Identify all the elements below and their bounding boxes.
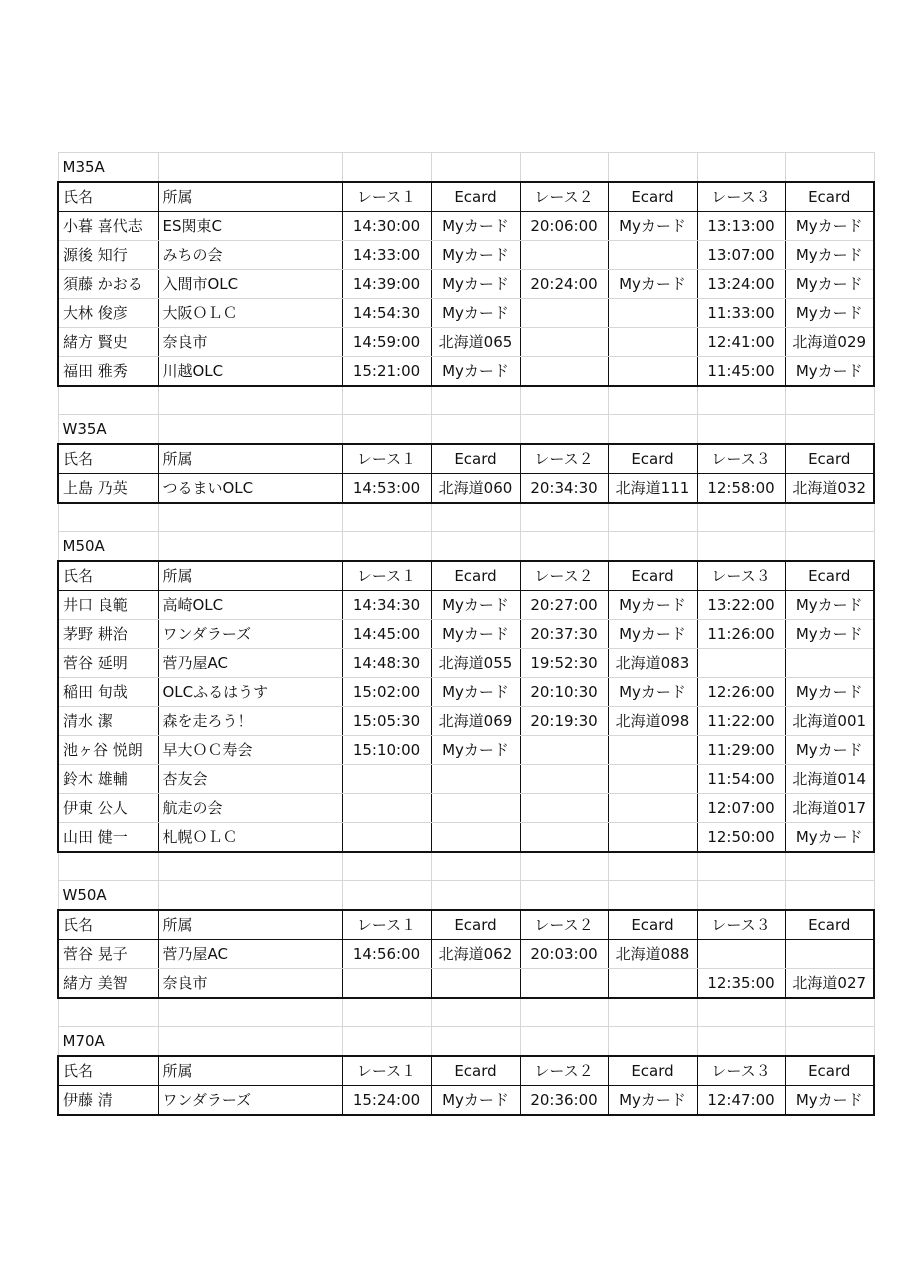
empty-cell bbox=[785, 415, 874, 445]
race1-time-cell: 14:30:00 bbox=[342, 212, 431, 241]
name-cell: 緒方 美智 bbox=[58, 969, 158, 999]
header-club: 所属 bbox=[158, 561, 342, 591]
race3-time-cell: 12:07:00 bbox=[697, 794, 785, 823]
empty-cell bbox=[520, 852, 608, 881]
header-race3-ecard: Ecard bbox=[785, 182, 874, 212]
race3-ecard-cell: Myカード bbox=[785, 736, 874, 765]
empty-cell bbox=[342, 415, 431, 445]
race3-ecard-cell: Myカード bbox=[785, 270, 874, 299]
table-row bbox=[58, 649, 874, 678]
empty-cell bbox=[342, 1027, 431, 1057]
category-row bbox=[58, 532, 874, 562]
header-club: 所属 bbox=[158, 1056, 342, 1086]
race3-time-cell: 12:47:00 bbox=[697, 1086, 785, 1116]
empty-cell bbox=[431, 153, 520, 183]
club-cell: 航走の会 bbox=[158, 794, 342, 823]
race3-time-cell: 11:26:00 bbox=[697, 620, 785, 649]
header-name: 氏名 bbox=[58, 561, 158, 591]
race1-ecard-cell: 北海道065 bbox=[431, 328, 520, 357]
empty-cell bbox=[158, 503, 342, 532]
empty-cell bbox=[697, 153, 785, 183]
header-race1-time: レース１ bbox=[342, 910, 431, 940]
race3-ecard-cell: Myカード bbox=[785, 357, 874, 387]
category-label: M50A bbox=[58, 532, 158, 562]
header-race1-time: レース１ bbox=[342, 561, 431, 591]
empty-cell bbox=[785, 852, 874, 881]
race2-time-cell: 20:03:00 bbox=[520, 940, 608, 969]
race3-ecard-cell: 北海道017 bbox=[785, 794, 874, 823]
club-cell: 菅乃屋AC bbox=[158, 940, 342, 969]
empty-cell bbox=[158, 386, 342, 415]
race1-time-cell: 15:05:30 bbox=[342, 707, 431, 736]
race2-ecard-cell bbox=[608, 299, 697, 328]
race1-ecard-cell: Myカード bbox=[431, 620, 520, 649]
table-row bbox=[58, 270, 874, 299]
empty-cell bbox=[785, 881, 874, 911]
race2-time-cell: 20:24:00 bbox=[520, 270, 608, 299]
empty-cell bbox=[520, 386, 608, 415]
race3-time-cell bbox=[697, 649, 785, 678]
club-cell: 奈良市 bbox=[158, 969, 342, 999]
header-race1-ecard: Ecard bbox=[431, 444, 520, 474]
club-cell: 奈良市 bbox=[158, 328, 342, 357]
club-cell: 森を走ろう！ bbox=[158, 707, 342, 736]
club-cell: 札幌ＯＬＣ bbox=[158, 823, 342, 853]
header-race1-ecard: Ecard bbox=[431, 910, 520, 940]
header-race3-ecard: Ecard bbox=[785, 444, 874, 474]
header-club: 所属 bbox=[158, 444, 342, 474]
name-cell: 鈴木 雄輔 bbox=[58, 765, 158, 794]
empty-cell bbox=[608, 415, 697, 445]
race3-time-cell: 12:26:00 bbox=[697, 678, 785, 707]
category-label: M70A bbox=[58, 1027, 158, 1057]
race1-ecard-cell: Myカード bbox=[431, 591, 520, 620]
club-cell: 大阪ＯＬＣ bbox=[158, 299, 342, 328]
race2-ecard-cell: 北海道111 bbox=[608, 474, 697, 504]
race2-ecard-cell: Myカード bbox=[608, 620, 697, 649]
race2-ecard-cell bbox=[608, 328, 697, 357]
race1-ecard-cell bbox=[431, 969, 520, 999]
header-row bbox=[58, 444, 874, 474]
empty-cell bbox=[697, 503, 785, 532]
table-row bbox=[58, 940, 874, 969]
empty-cell bbox=[697, 386, 785, 415]
race1-ecard-cell: Myカード bbox=[431, 1086, 520, 1116]
table-row bbox=[58, 765, 874, 794]
race3-time-cell: 11:29:00 bbox=[697, 736, 785, 765]
race1-ecard-cell: Myカード bbox=[431, 357, 520, 387]
header-row bbox=[58, 561, 874, 591]
table-row bbox=[58, 969, 874, 999]
header-race1-ecard: Ecard bbox=[431, 1056, 520, 1086]
race3-ecard-cell bbox=[785, 940, 874, 969]
header-race3-time: レース３ bbox=[697, 182, 785, 212]
table-row bbox=[58, 474, 874, 504]
race1-time-cell: 15:02:00 bbox=[342, 678, 431, 707]
name-cell: 井口 良範 bbox=[58, 591, 158, 620]
race2-ecard-cell: Myカード bbox=[608, 1086, 697, 1116]
header-race1-ecard: Ecard bbox=[431, 182, 520, 212]
race1-time-cell: 14:54:30 bbox=[342, 299, 431, 328]
empty-cell bbox=[158, 852, 342, 881]
empty-cell bbox=[697, 532, 785, 562]
empty-cell bbox=[342, 153, 431, 183]
race2-time-cell: 20:37:30 bbox=[520, 620, 608, 649]
race1-ecard-cell: Myカード bbox=[431, 241, 520, 270]
race1-ecard-cell: Myカード bbox=[431, 678, 520, 707]
empty-cell bbox=[520, 998, 608, 1027]
name-cell: 福田 雅秀 bbox=[58, 357, 158, 387]
race1-time-cell: 14:39:00 bbox=[342, 270, 431, 299]
race2-ecard-cell: Myカード bbox=[608, 678, 697, 707]
race3-time-cell: 12:58:00 bbox=[697, 474, 785, 504]
race1-ecard-cell: Myカード bbox=[431, 212, 520, 241]
race1-ecard-cell: Myカード bbox=[431, 270, 520, 299]
club-cell: 高崎OLC bbox=[158, 591, 342, 620]
name-cell: 上島 乃英 bbox=[58, 474, 158, 504]
category-label: W50A bbox=[58, 881, 158, 911]
table-row bbox=[58, 678, 874, 707]
name-cell: 稲田 旬哉 bbox=[58, 678, 158, 707]
race3-time-cell: 13:13:00 bbox=[697, 212, 785, 241]
table-row bbox=[58, 299, 874, 328]
club-cell: OLCふるはうす bbox=[158, 678, 342, 707]
empty-cell bbox=[520, 1027, 608, 1057]
name-cell: 緒方 賢史 bbox=[58, 328, 158, 357]
race1-time-cell: 15:10:00 bbox=[342, 736, 431, 765]
empty-cell bbox=[431, 415, 520, 445]
spacer-row bbox=[58, 503, 874, 532]
race1-time-cell: 14:53:00 bbox=[342, 474, 431, 504]
race3-time-cell: 12:41:00 bbox=[697, 328, 785, 357]
header-race2-time: レース２ bbox=[520, 561, 608, 591]
header-name: 氏名 bbox=[58, 1056, 158, 1086]
category-row bbox=[58, 1027, 874, 1057]
empty-cell bbox=[520, 415, 608, 445]
race2-time-cell: 20:19:30 bbox=[520, 707, 608, 736]
race3-ecard-cell: 北海道027 bbox=[785, 969, 874, 999]
table-row bbox=[58, 736, 874, 765]
club-cell: 杏友会 bbox=[158, 765, 342, 794]
race1-time-cell: 14:34:30 bbox=[342, 591, 431, 620]
race2-time-cell bbox=[520, 794, 608, 823]
header-race3-time: レース３ bbox=[697, 910, 785, 940]
race1-time-cell: 14:59:00 bbox=[342, 328, 431, 357]
race3-time-cell: 13:07:00 bbox=[697, 241, 785, 270]
header-race2-ecard: Ecard bbox=[608, 561, 697, 591]
header-race2-ecard: Ecard bbox=[608, 910, 697, 940]
name-cell: 茅野 耕治 bbox=[58, 620, 158, 649]
race3-ecard-cell: Myカード bbox=[785, 591, 874, 620]
empty-cell bbox=[520, 503, 608, 532]
race1-time-cell bbox=[342, 765, 431, 794]
race1-time-cell: 14:56:00 bbox=[342, 940, 431, 969]
race3-time-cell: 11:33:00 bbox=[697, 299, 785, 328]
header-name: 氏名 bbox=[58, 910, 158, 940]
race3-ecard-cell: Myカード bbox=[785, 620, 874, 649]
race1-time-cell: 15:21:00 bbox=[342, 357, 431, 387]
race3-ecard-cell: Myカード bbox=[785, 241, 874, 270]
race2-ecard-cell bbox=[608, 765, 697, 794]
empty-cell bbox=[608, 852, 697, 881]
race2-ecard-cell: 北海道088 bbox=[608, 940, 697, 969]
name-cell: 小暮 喜代志 bbox=[58, 212, 158, 241]
club-cell: 菅乃屋AC bbox=[158, 649, 342, 678]
empty-cell bbox=[342, 998, 431, 1027]
empty-cell bbox=[608, 386, 697, 415]
empty-cell bbox=[608, 503, 697, 532]
category-label: W35A bbox=[58, 415, 158, 445]
race2-time-cell bbox=[520, 241, 608, 270]
name-cell: 池ヶ谷 悦朗 bbox=[58, 736, 158, 765]
race2-time-cell bbox=[520, 328, 608, 357]
empty-cell bbox=[431, 852, 520, 881]
empty-cell bbox=[431, 386, 520, 415]
race3-time-cell: 11:54:00 bbox=[697, 765, 785, 794]
race2-time-cell bbox=[520, 823, 608, 853]
race2-time-cell: 20:34:30 bbox=[520, 474, 608, 504]
race1-ecard-cell: 北海道060 bbox=[431, 474, 520, 504]
race3-ecard-cell: Myカード bbox=[785, 212, 874, 241]
race3-ecard-cell: 北海道032 bbox=[785, 474, 874, 504]
header-race2-time: レース２ bbox=[520, 1056, 608, 1086]
empty-cell bbox=[158, 153, 342, 183]
empty-cell bbox=[608, 998, 697, 1027]
header-race2-time: レース２ bbox=[520, 182, 608, 212]
race1-ecard-cell: Myカード bbox=[431, 299, 520, 328]
header-race1-time: レース１ bbox=[342, 444, 431, 474]
race3-time-cell: 12:50:00 bbox=[697, 823, 785, 853]
empty-cell bbox=[342, 881, 431, 911]
header-race3-ecard: Ecard bbox=[785, 561, 874, 591]
club-cell: 入間市OLC bbox=[158, 270, 342, 299]
race2-ecard-cell bbox=[608, 736, 697, 765]
race2-ecard-cell: 北海道083 bbox=[608, 649, 697, 678]
header-race3-time: レース３ bbox=[697, 444, 785, 474]
club-cell: 早大ＯＣ寿会 bbox=[158, 736, 342, 765]
empty-cell bbox=[697, 852, 785, 881]
race3-time-cell: 11:45:00 bbox=[697, 357, 785, 387]
race2-ecard-cell bbox=[608, 241, 697, 270]
header-race2-time: レース２ bbox=[520, 444, 608, 474]
empty-cell bbox=[158, 415, 342, 445]
race1-ecard-cell: Myカード bbox=[431, 736, 520, 765]
race1-ecard-cell bbox=[431, 765, 520, 794]
race1-time-cell bbox=[342, 794, 431, 823]
header-race2-ecard: Ecard bbox=[608, 182, 697, 212]
empty-cell bbox=[158, 1027, 342, 1057]
club-cell: ワンダラーズ bbox=[158, 1086, 342, 1116]
empty-cell bbox=[58, 386, 158, 415]
race2-time-cell bbox=[520, 299, 608, 328]
name-cell: 菅谷 延明 bbox=[58, 649, 158, 678]
header-race3-time: レース３ bbox=[697, 1056, 785, 1086]
spacer-row bbox=[58, 852, 874, 881]
race2-time-cell bbox=[520, 357, 608, 387]
empty-cell bbox=[785, 503, 874, 532]
race1-time-cell: 15:24:00 bbox=[342, 1086, 431, 1116]
race2-time-cell: 20:27:00 bbox=[520, 591, 608, 620]
empty-cell bbox=[342, 532, 431, 562]
empty-cell bbox=[58, 852, 158, 881]
empty-cell bbox=[431, 1027, 520, 1057]
empty-cell bbox=[697, 998, 785, 1027]
empty-cell bbox=[158, 532, 342, 562]
race1-time-cell: 14:33:00 bbox=[342, 241, 431, 270]
race2-time-cell: 20:36:00 bbox=[520, 1086, 608, 1116]
race1-ecard-cell: 北海道062 bbox=[431, 940, 520, 969]
empty-cell bbox=[158, 881, 342, 911]
empty-cell bbox=[785, 1027, 874, 1057]
race2-ecard-cell bbox=[608, 357, 697, 387]
empty-cell bbox=[785, 532, 874, 562]
header-race1-ecard: Ecard bbox=[431, 561, 520, 591]
header-club: 所属 bbox=[158, 182, 342, 212]
race2-ecard-cell bbox=[608, 794, 697, 823]
empty-cell bbox=[608, 881, 697, 911]
spacer-row bbox=[58, 386, 874, 415]
empty-cell bbox=[785, 998, 874, 1027]
name-cell: 須藤 かおる bbox=[58, 270, 158, 299]
empty-cell bbox=[342, 852, 431, 881]
header-row bbox=[58, 1056, 874, 1086]
race2-time-cell bbox=[520, 765, 608, 794]
empty-cell bbox=[697, 881, 785, 911]
race2-ecard-cell: 北海道098 bbox=[608, 707, 697, 736]
race1-time-cell: 14:45:00 bbox=[342, 620, 431, 649]
empty-cell bbox=[431, 532, 520, 562]
header-club: 所属 bbox=[158, 910, 342, 940]
club-cell: みちの会 bbox=[158, 241, 342, 270]
race3-time-cell: 12:35:00 bbox=[697, 969, 785, 999]
race3-ecard-cell: 北海道029 bbox=[785, 328, 874, 357]
empty-cell bbox=[520, 532, 608, 562]
race2-time-cell: 20:10:30 bbox=[520, 678, 608, 707]
empty-cell bbox=[342, 503, 431, 532]
race3-ecard-cell: Myカード bbox=[785, 823, 874, 853]
header-race3-ecard: Ecard bbox=[785, 910, 874, 940]
race3-ecard-cell: 北海道001 bbox=[785, 707, 874, 736]
table-row bbox=[58, 591, 874, 620]
header-name: 氏名 bbox=[58, 444, 158, 474]
header-row bbox=[58, 182, 874, 212]
race3-time-cell: 11:22:00 bbox=[697, 707, 785, 736]
empty-cell bbox=[431, 881, 520, 911]
start-list-table bbox=[57, 152, 875, 1116]
race3-ecard-cell: Myカード bbox=[785, 678, 874, 707]
table-row bbox=[58, 1086, 874, 1116]
table-row bbox=[58, 707, 874, 736]
name-cell: 大林 俊彦 bbox=[58, 299, 158, 328]
race1-time-cell bbox=[342, 823, 431, 853]
category-row bbox=[58, 881, 874, 911]
header-row bbox=[58, 910, 874, 940]
race2-ecard-cell bbox=[608, 969, 697, 999]
race2-time-cell: 20:06:00 bbox=[520, 212, 608, 241]
header-race1-time: レース１ bbox=[342, 182, 431, 212]
club-cell: ES関東C bbox=[158, 212, 342, 241]
table-row bbox=[58, 620, 874, 649]
race3-time-cell bbox=[697, 940, 785, 969]
empty-cell bbox=[58, 998, 158, 1027]
race3-ecard-cell: 北海道014 bbox=[785, 765, 874, 794]
race3-ecard-cell: Myカード bbox=[785, 1086, 874, 1116]
header-race3-ecard: Ecard bbox=[785, 1056, 874, 1086]
empty-cell bbox=[608, 1027, 697, 1057]
empty-cell bbox=[608, 153, 697, 183]
header-race2-ecard: Ecard bbox=[608, 444, 697, 474]
table-row bbox=[58, 212, 874, 241]
header-race2-ecard: Ecard bbox=[608, 1056, 697, 1086]
race1-ecard-cell bbox=[431, 794, 520, 823]
empty-cell bbox=[342, 386, 431, 415]
empty-cell bbox=[520, 881, 608, 911]
race3-ecard-cell bbox=[785, 649, 874, 678]
race2-time-cell bbox=[520, 969, 608, 999]
race2-ecard-cell bbox=[608, 823, 697, 853]
empty-cell bbox=[431, 998, 520, 1027]
category-row bbox=[58, 415, 874, 445]
empty-cell bbox=[785, 386, 874, 415]
header-name: 氏名 bbox=[58, 182, 158, 212]
category-row bbox=[58, 153, 874, 183]
empty-cell bbox=[608, 532, 697, 562]
empty-cell bbox=[697, 415, 785, 445]
name-cell: 伊東 公人 bbox=[58, 794, 158, 823]
race3-time-cell: 13:24:00 bbox=[697, 270, 785, 299]
race2-ecard-cell: Myカード bbox=[608, 270, 697, 299]
race3-time-cell: 13:22:00 bbox=[697, 591, 785, 620]
race1-ecard-cell: 北海道069 bbox=[431, 707, 520, 736]
empty-cell bbox=[697, 1027, 785, 1057]
table-row bbox=[58, 357, 874, 387]
race2-ecard-cell: Myカード bbox=[608, 591, 697, 620]
empty-cell bbox=[520, 153, 608, 183]
table-row bbox=[58, 823, 874, 853]
race2-ecard-cell: Myカード bbox=[608, 212, 697, 241]
empty-cell bbox=[785, 153, 874, 183]
name-cell: 山田 健一 bbox=[58, 823, 158, 853]
table-row bbox=[58, 241, 874, 270]
empty-cell bbox=[431, 503, 520, 532]
race1-ecard-cell bbox=[431, 823, 520, 853]
table-row bbox=[58, 328, 874, 357]
club-cell: つるまいOLC bbox=[158, 474, 342, 504]
race1-time-cell bbox=[342, 969, 431, 999]
table-row bbox=[58, 794, 874, 823]
empty-cell bbox=[158, 998, 342, 1027]
category-label: M35A bbox=[58, 153, 158, 183]
name-cell: 伊藤 清 bbox=[58, 1086, 158, 1116]
header-race1-time: レース１ bbox=[342, 1056, 431, 1086]
race3-ecard-cell: Myカード bbox=[785, 299, 874, 328]
race1-ecard-cell: 北海道055 bbox=[431, 649, 520, 678]
empty-cell bbox=[58, 503, 158, 532]
race1-time-cell: 14:48:30 bbox=[342, 649, 431, 678]
race2-time-cell bbox=[520, 736, 608, 765]
club-cell: ワンダラーズ bbox=[158, 620, 342, 649]
name-cell: 清水 潔 bbox=[58, 707, 158, 736]
name-cell: 源後 知行 bbox=[58, 241, 158, 270]
club-cell: 川越OLC bbox=[158, 357, 342, 387]
spacer-row bbox=[58, 998, 874, 1027]
name-cell: 菅谷 晃子 bbox=[58, 940, 158, 969]
race2-time-cell: 19:52:30 bbox=[520, 649, 608, 678]
header-race3-time: レース３ bbox=[697, 561, 785, 591]
header-race2-time: レース２ bbox=[520, 910, 608, 940]
